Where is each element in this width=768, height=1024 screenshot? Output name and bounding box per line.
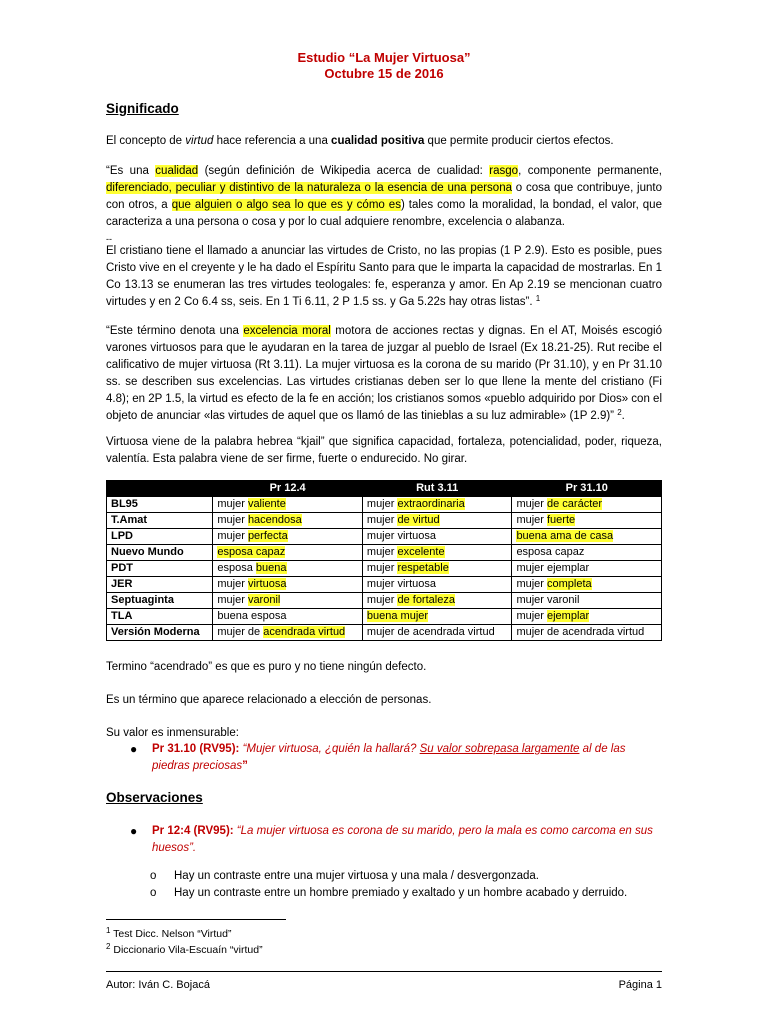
- translation-cell: [362, 497, 512, 513]
- table-row: [107, 561, 662, 577]
- cell-highlight-text: buena: [255, 562, 287, 574]
- footnote: $^2$ Diccionario Vila-Escuaín “virtud”: [106, 942, 263, 956]
- translation-cell: [512, 625, 662, 641]
- translation-cell: [362, 561, 512, 577]
- translation-cell: [213, 577, 363, 593]
- cell-highlight-text: virtuosa: [247, 578, 287, 590]
- cell-text: mujer de: [217, 626, 264, 638]
- section-heading-observaciones: Observaciones: [106, 790, 203, 805]
- cell-text: mujer: [366, 546, 398, 558]
- table-row: [107, 593, 662, 609]
- cell-highlight-text: varonil: [247, 594, 281, 606]
- cell-highlight-text: ejemplar: [547, 610, 590, 622]
- translation-cell: [512, 609, 662, 625]
- cell-text: mujer: [217, 514, 248, 526]
- cell-highlight-text: acendrada virtud: [263, 626, 346, 638]
- cell-text: mujer varonil: [516, 594, 580, 606]
- cell-highlight-text: excelente: [397, 546, 445, 558]
- version-cell: Nuevo Mundo: [107, 545, 213, 561]
- translation-cell: [213, 609, 363, 625]
- paragraph-valor: Su valor es inmensurable:: [106, 727, 239, 739]
- paragraph-cristiano: El cristiano tiene el llamado a anunciar las virtudes de Cristo, no las propias (1 P 2.9). Esto es posible, pues Cristo vive en el creyente y le ha dado el Espíritu Santo para que le imparta la capacidad de mostrarlas. En 1 Co 13.13 se enumeran las tres virtudes teologales: fe, esperanza y amor. En Ap 2.19 se mencionan cuatro virtudes y en 2 Co 6.4 ss, seis. En 1 Ti 6.11, 2 P 1.5 ss. y Ga 5.22s hay otras listas”. $^1$: [106, 245, 662, 308]
- cell-highlight-text: de fortaleza: [397, 594, 455, 606]
- paragraph-virtuosa: Virtuosa viene de la palabra hebrea “kjail” que significa capacidad, fortaleza, potencialidad, poder, riqueza, valentía. Esta palabra viene de ser firme, fuerte o endurecido. No girar.: [106, 436, 662, 465]
- footer-author: Autor: Iván C. Bojacá: [106, 979, 210, 991]
- translation-cell: [213, 561, 363, 577]
- bullet-icon: ●: [130, 824, 138, 838]
- version-cell: LPD: [107, 529, 213, 545]
- table-header-cell: Rut 3.11: [362, 481, 512, 497]
- translation-cell: [512, 497, 662, 513]
- table-header-cell: Pr 31.10: [512, 481, 662, 497]
- sub-bullet-text: Hay un contraste entre un hombre premiado y exaltado y un hombre acabado y derruido.: [174, 887, 628, 899]
- cell-highlight-text: esposa capaz: [217, 546, 286, 558]
- cell-text: mujer de acendrada virtud: [516, 626, 645, 638]
- cell-text: mujer: [217, 594, 248, 606]
- table-row: [107, 497, 662, 513]
- translations-table: [106, 480, 662, 641]
- version-cell: PDT: [107, 561, 213, 577]
- footnote-divider: [106, 919, 286, 920]
- translation-cell: [362, 577, 512, 593]
- cell-text: mujer virtuosa: [366, 578, 436, 590]
- cell-text: mujer: [516, 578, 547, 590]
- table-header-cell: [107, 481, 213, 497]
- table-row: [107, 513, 662, 529]
- cell-highlight-text: completa: [547, 578, 592, 590]
- cell-text: mujer: [516, 610, 547, 622]
- translation-cell: [213, 513, 363, 529]
- document-title: Estudio “La Mujer Virtuosa”: [297, 50, 471, 65]
- translation-cell: [362, 609, 512, 625]
- footer-divider: [106, 971, 662, 972]
- bullet-text: Pr 31.10 (RV95): “Mujer virtuosa, ¿quién la hallará? Su valor sobrepasa largamente al de las piedras preciosas”: [152, 743, 626, 772]
- cell-highlight-text: extraordinaria: [397, 498, 465, 510]
- table-row: [107, 529, 662, 545]
- translation-cell: [512, 561, 662, 577]
- cell-highlight-text: buena ama de casa: [516, 530, 614, 542]
- table-row: [107, 577, 662, 593]
- cell-highlight-text: fuerte: [547, 514, 576, 526]
- cell-text: mujer de acendrada virtud: [366, 626, 495, 638]
- cell-highlight-text: de carácter: [547, 498, 603, 510]
- paragraph-cualidad: “Es una cualidad (según definición de Wikipedia acerca de cualidad: rasgo, componente permanente, diferenciado, peculiar y distintivo de la naturaleza o la esencia de una persona o cosa que contribuye, junto con otros, a que alguien o algo sea lo que es y cómo es) tales como la moralidad, la bondad, el valor, que caracteriza a una persona o cosa y por lo cual adquiere renombre, excelencia o alabanza.: [106, 165, 662, 228]
- translation-cell: [362, 513, 512, 529]
- cell-highlight-text: buena mujer: [366, 610, 429, 622]
- cell-text: mujer: [217, 578, 248, 590]
- circle-bullet-icon: o: [150, 887, 157, 899]
- section-heading-significado: Significado: [106, 101, 179, 116]
- cell-text: esposa capaz: [516, 546, 585, 558]
- cell-text: mujer virtuosa: [366, 530, 436, 542]
- version-cell: JER: [107, 577, 213, 593]
- translation-cell: [213, 529, 363, 545]
- bullet-icon: ●: [130, 742, 138, 756]
- translation-cell: [512, 513, 662, 529]
- table-row: [107, 609, 662, 625]
- cell-highlight-text: de virtud: [397, 514, 440, 526]
- cell-highlight-text: hacendosa: [247, 514, 302, 526]
- circle-bullet-icon: o: [150, 870, 157, 882]
- cell-text: mujer: [217, 530, 248, 542]
- paragraph-concepto: El concepto de virtud hace referencia a una cualidad positiva que permite producir ciertos efectos.: [106, 135, 614, 147]
- cell-text: mujer: [366, 514, 398, 526]
- cell-text: mujer: [516, 498, 547, 510]
- version-cell: TLA: [107, 609, 213, 625]
- cell-text: mujer ejemplar: [516, 562, 590, 574]
- table-row: [107, 625, 662, 641]
- paragraph-termino: “Este término denota una excelencia moral motora de acciones rectas y dignas. En el AT, Moisés escogió varones virtuosos para que le ayudaran en la tarea de juzgar al pueblo de Israel (Ex 18.21-25). Rut recibe el calificativo de mujer virtuosa (Rt 3.11). La mujer virtuosa es la corona de su marido (Pr 31.10), y en Pr 31.10 ss. se describen sus excelencias. Las virtudes cristianas deben ser lo que llene la mente del cristiano (Fi 4.8); en 2P 1.5, la virtud es efecto de la fe en acción; los cristianos somos «pueblo adquirido por Dios» con el objeto de anunciar «las virtudes de aquel que os llamó de las tinieblas a su luz admirable» (1P 2.9)” $^2$.: [106, 325, 662, 422]
- table-row: [107, 545, 662, 561]
- cell-text: mujer: [366, 498, 398, 510]
- translation-cell: [213, 545, 363, 561]
- version-cell: T.Amat: [107, 513, 213, 529]
- translation-cell: [512, 545, 662, 561]
- table-header-cell: Pr 12.4: [213, 481, 363, 497]
- translation-cell: [512, 529, 662, 545]
- bullet-text: Pr 12:4 (RV95): “La mujer virtuosa es corona de su marido, pero la mala es como carcoma en sus huesos”.: [152, 825, 653, 854]
- translation-cell: [213, 593, 363, 609]
- translation-cell: [213, 625, 363, 641]
- cell-text: mujer: [366, 594, 398, 606]
- footer-page-number: Página 1: [618, 979, 662, 991]
- cell-text: buena esposa: [217, 610, 287, 622]
- translation-cell: [362, 545, 512, 561]
- separator: --: [106, 234, 112, 244]
- sub-bullet-text: Hay un contraste entre una mujer virtuosa y una mala / desvergonzada.: [174, 870, 540, 882]
- translation-cell: [362, 593, 512, 609]
- version-cell: Septuaginta: [107, 593, 213, 609]
- footnote: $^1$ Test Dicc. Nelson “Virtud”: [106, 926, 232, 940]
- version-cell: Versión Moderna: [107, 625, 213, 641]
- cell-text: mujer: [217, 498, 248, 510]
- translation-cell: [213, 497, 363, 513]
- cell-text: esposa: [217, 562, 256, 574]
- translation-cell: [512, 593, 662, 609]
- translation-cell: [362, 529, 512, 545]
- paragraph-eleccion: Es un término que aparece relacionado a elección de personas.: [106, 694, 432, 706]
- paragraph-acendrado: Termino “acendrado” es que es puro y no tiene ningún defecto.: [106, 661, 427, 673]
- cell-text: mujer: [366, 562, 398, 574]
- cell-highlight-text: respetable: [397, 562, 449, 574]
- cell-text: mujer: [516, 514, 547, 526]
- table-header-row: [107, 481, 662, 497]
- translation-cell: [362, 625, 512, 641]
- cell-highlight-text: perfecta: [247, 530, 288, 542]
- document-date: Octubre 15 de 2016: [324, 66, 444, 81]
- translation-cell: [512, 577, 662, 593]
- version-cell: BL95: [107, 497, 213, 513]
- cell-highlight-text: valiente: [247, 498, 286, 510]
